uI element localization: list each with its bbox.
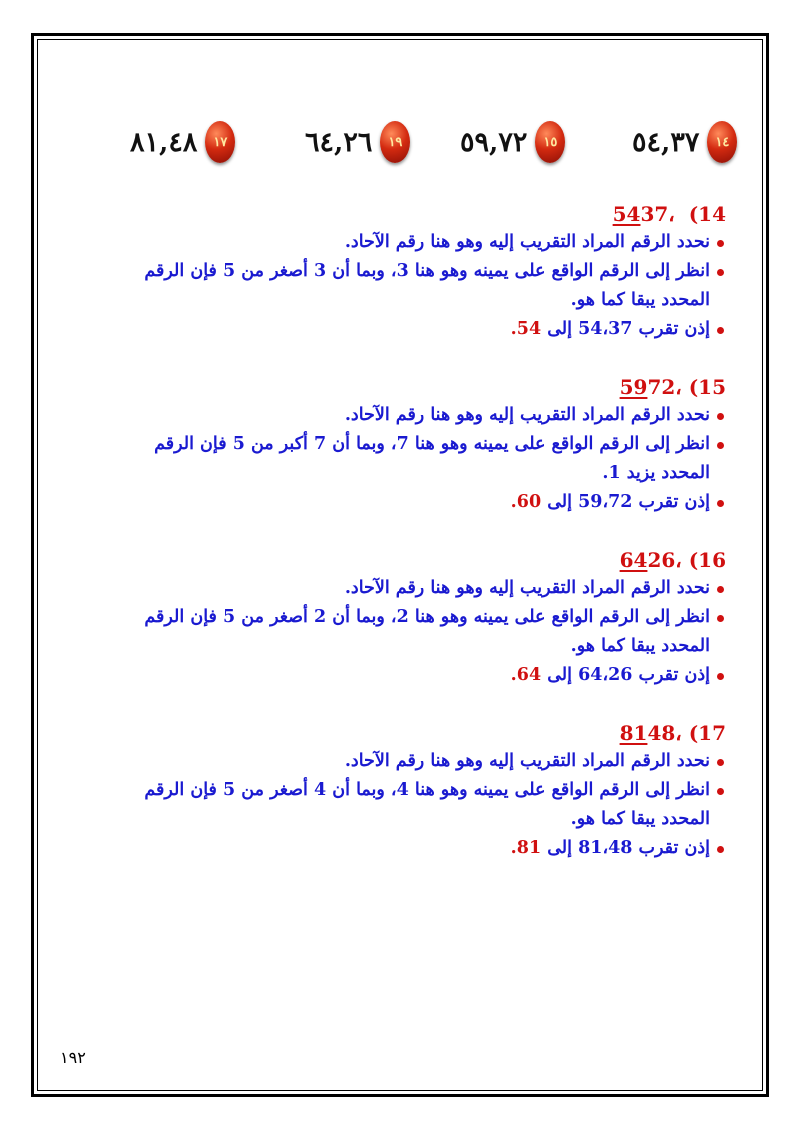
problem-15 <box>460 112 565 172</box>
units-part: 59 <box>619 375 648 399</box>
step-result <box>130 488 726 517</box>
problem-strip <box>0 112 800 172</box>
problem-badge-icon: ١٥ <box>535 121 565 163</box>
result-prefix: إذن تقرب 64،26 إلى <box>547 665 710 685</box>
page-number: ١٩٢ <box>60 1048 86 1067</box>
result-value: 60. <box>510 492 542 512</box>
problem-badge-icon: ١٤ <box>707 121 737 163</box>
solution-14 <box>130 200 726 344</box>
result-value: 54. <box>510 319 542 339</box>
result-prefix: إذن تقرب 54،37 إلى <box>547 319 710 339</box>
result-value: 81. <box>510 838 542 858</box>
step-1: نحدد الرقم المراد التقريب إليه وهو هنا رقم الآحاد. <box>130 228 726 257</box>
problem-value: ٥٩,٧٢ <box>460 126 528 158</box>
result-prefix: إذن تقرب 59،72 إلى <box>547 492 710 512</box>
step-result <box>130 834 726 863</box>
decimal-part: 26، <box>647 548 682 572</box>
solution-15 <box>130 373 726 517</box>
step-result <box>130 661 726 690</box>
decimal-part: 37، <box>640 202 675 226</box>
step-2: انظر إلى الرقم الواقع على يمينه وهو هنا 4، وبما أن 4 أصغر من 5 فإن الرقم المحدد يبقا كما هو. <box>130 776 726 834</box>
step-1: نحدد الرقم المراد التقريب إليه وهو هنا رقم الآحاد. <box>130 401 726 430</box>
problem-badge-icon: ١٩ <box>380 121 410 163</box>
problem-value: ٥٤,٣٧ <box>632 126 700 158</box>
solution-heading <box>130 373 726 401</box>
step-2: انظر إلى الرقم الواقع على يمينه وهو هنا 7، وبما أن 7 أكبر من 5 فإن الرقم المحدد يزيد 1. <box>130 430 726 488</box>
solution-16 <box>130 546 726 690</box>
decimal-part: 72، <box>647 375 682 399</box>
problem-badge-icon: ١٧ <box>205 121 235 163</box>
problem-14 <box>632 112 737 172</box>
units-part: 54 <box>612 202 641 226</box>
solution-heading <box>130 719 726 747</box>
solution-heading <box>130 200 726 228</box>
solution-number: (15 <box>688 375 726 399</box>
solution-heading <box>130 546 726 574</box>
problem-value: ٨١,٤٨ <box>130 126 198 158</box>
solution-17 <box>130 719 726 863</box>
solution-number: (16 <box>688 548 726 572</box>
problem-19 <box>305 112 410 172</box>
units-part: 81 <box>619 721 648 745</box>
step-1: نحدد الرقم المراد التقريب إليه وهو هنا رقم الآحاد. <box>130 574 726 603</box>
result-prefix: إذن تقرب 81،48 إلى <box>547 838 710 858</box>
units-part: 64 <box>619 548 648 572</box>
solutions <box>130 200 726 892</box>
decimal-part: 48، <box>647 721 682 745</box>
solution-number: (14 <box>688 202 726 226</box>
step-2: انظر إلى الرقم الواقع على يمينه وهو هنا 3، وبما أن 3 أصغر من 5 فإن الرقم المحدد يبقا كما هو. <box>130 257 726 315</box>
result-value: 64. <box>510 665 542 685</box>
step-result <box>130 315 726 344</box>
step-2: انظر إلى الرقم الواقع على يمينه وهو هنا 2، وبما أن 2 أصغر من 5 فإن الرقم المحدد يبقا كما هو. <box>130 603 726 661</box>
problem-17 <box>130 112 235 172</box>
solution-number: (17 <box>688 721 726 745</box>
problem-value: ٦٤,٢٦ <box>305 126 373 158</box>
step-1: نحدد الرقم المراد التقريب إليه وهو هنا رقم الآحاد. <box>130 747 726 776</box>
